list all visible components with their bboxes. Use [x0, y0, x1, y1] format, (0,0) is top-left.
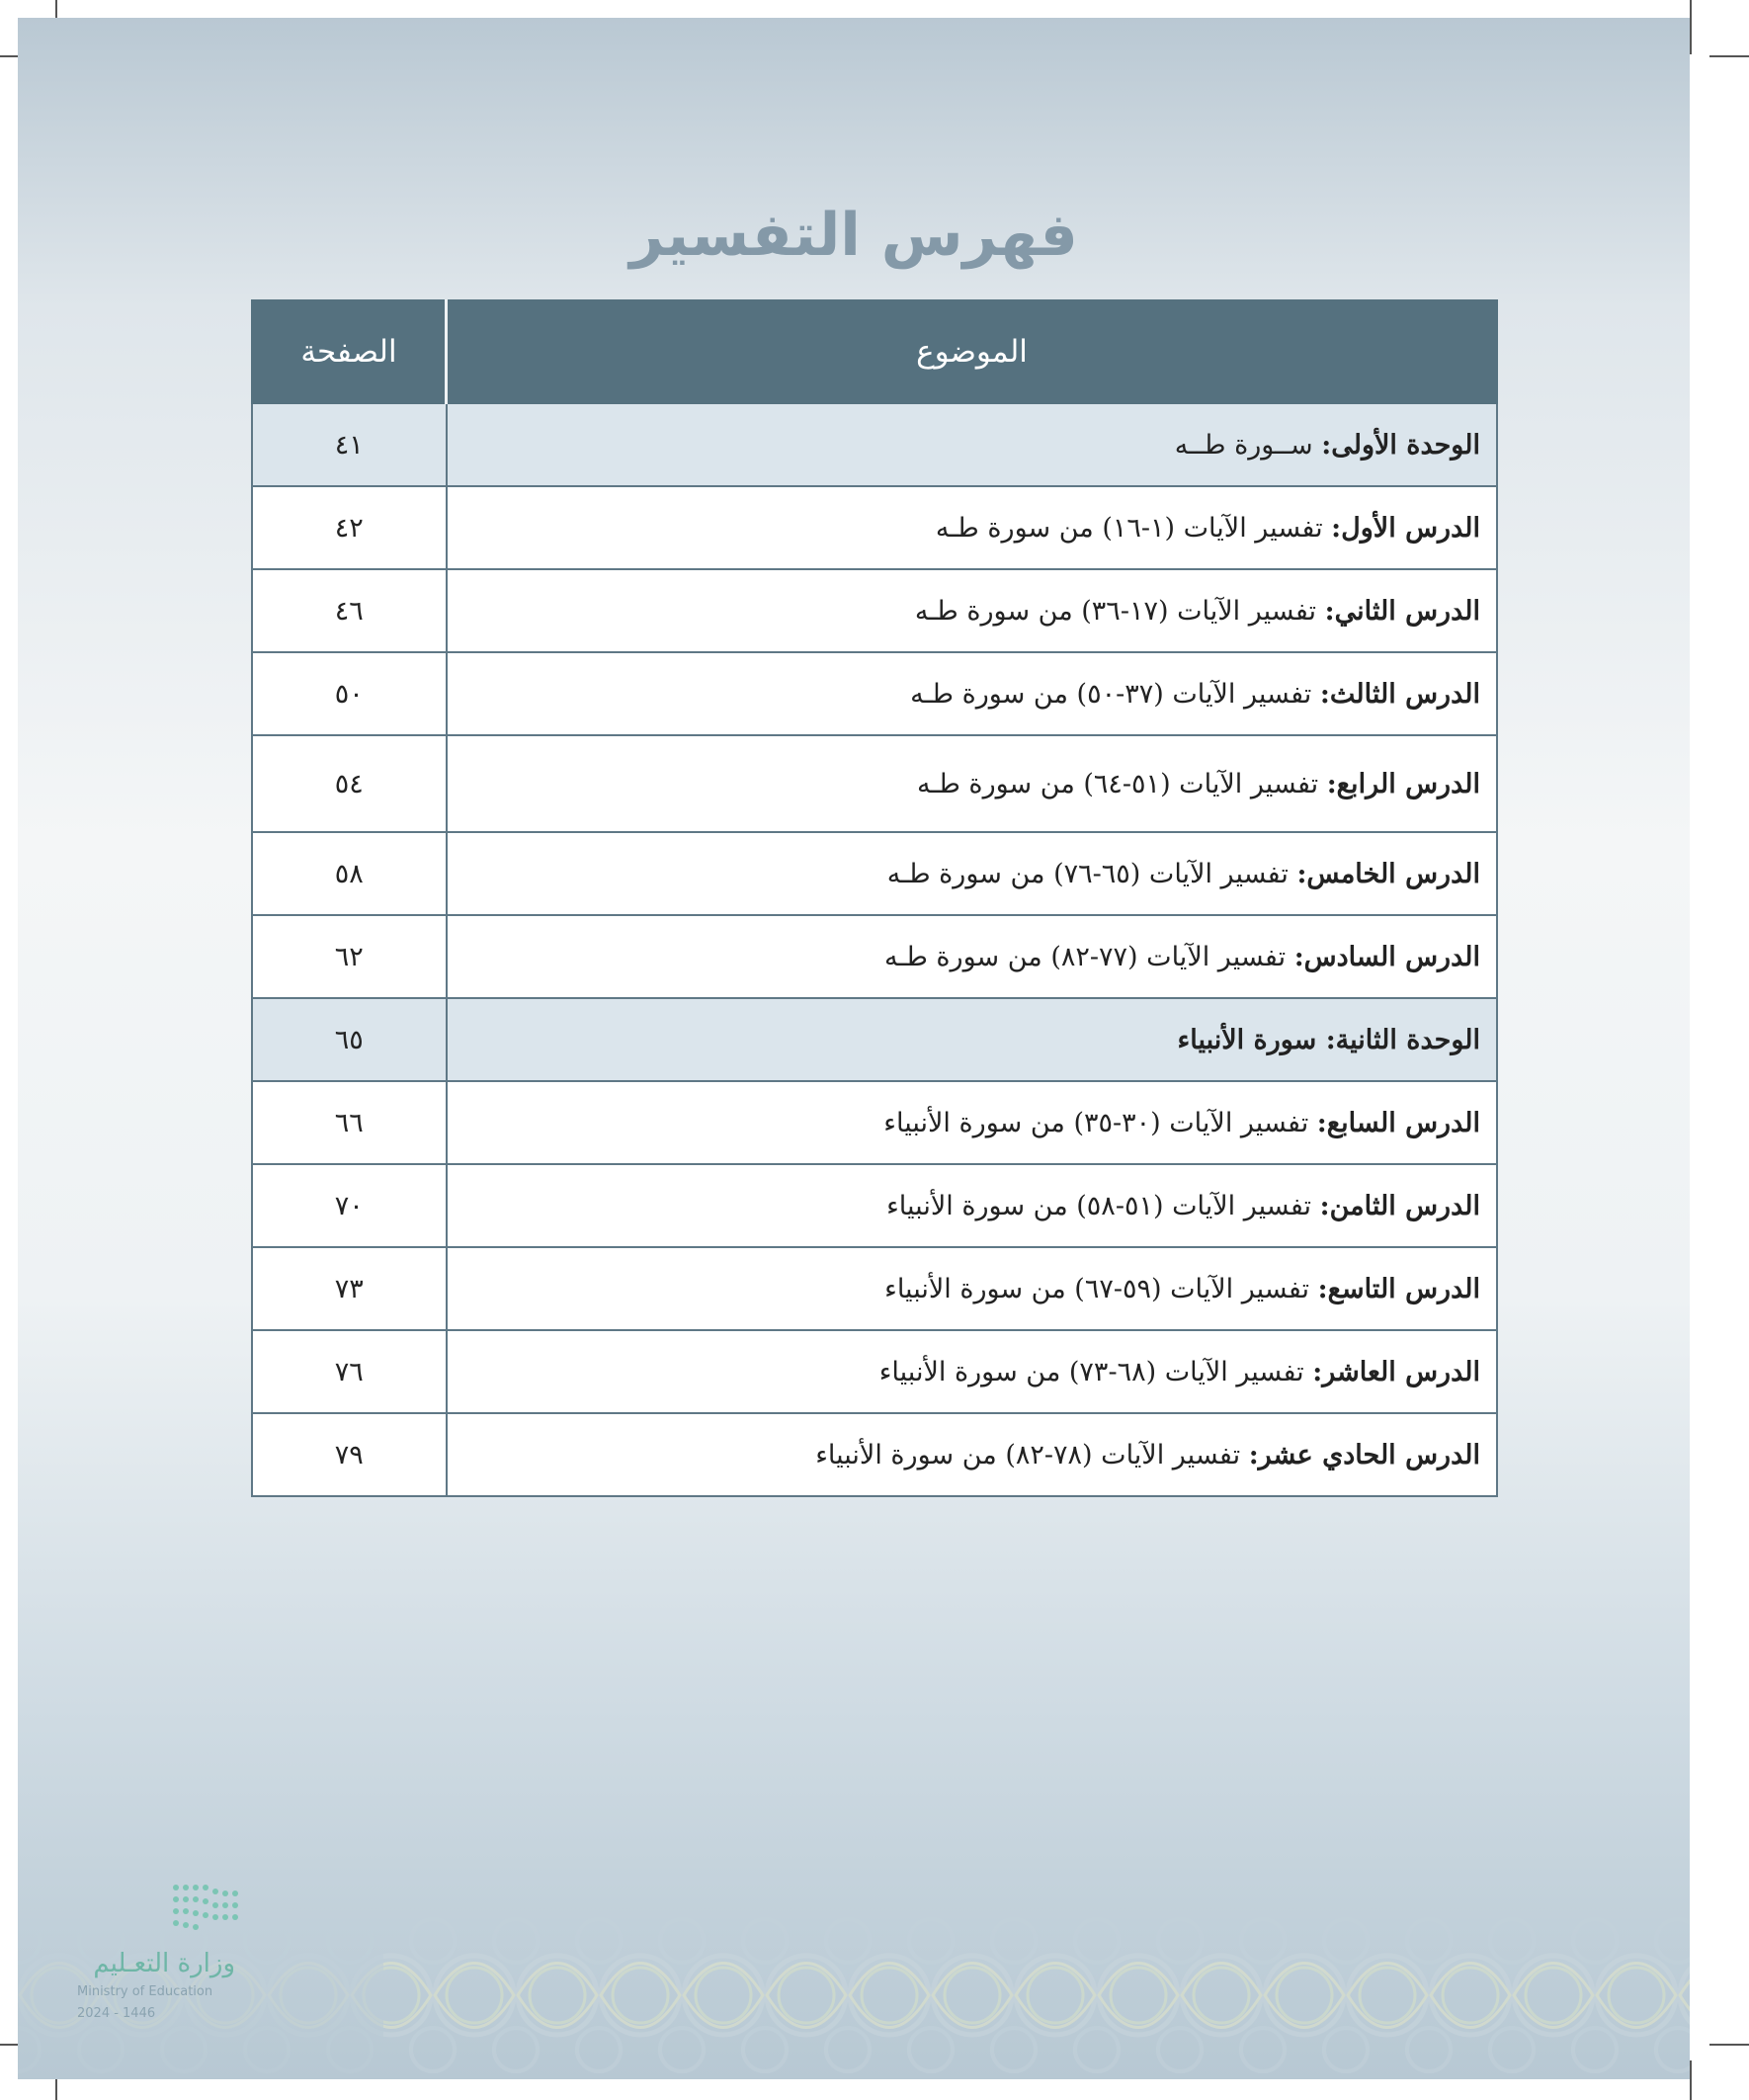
- lesson-row: [252, 652, 1497, 735]
- lesson-label: الدرس السابع:: [1316, 1107, 1480, 1138]
- topic-text: سورة الأنبياء: [1177, 1024, 1326, 1055]
- topic-cell: [447, 569, 1498, 652]
- topic-text: تفسير الآيات (١٧-٣٦) من سورة طـه: [914, 595, 1325, 627]
- logo-year: 2024 - 1446: [77, 2006, 156, 2021]
- topic-text: تفسير الآيات (١-١٦) من سورة طـه: [935, 512, 1332, 544]
- page-number-cell: ٥٨: [252, 832, 447, 915]
- topic-text: تفسير الآيات (٣٧-٥٠) من سورة طـه: [910, 678, 1320, 710]
- logo-english-name: Ministry of Education: [77, 1984, 213, 1999]
- unit-label: الوحدة الأولى:: [1321, 429, 1480, 461]
- logo-arabic-name: وزارة التعـليم: [93, 1949, 235, 1978]
- crop-mark: [1690, 2060, 1692, 2100]
- lesson-label: الدرس الثاني:: [1324, 595, 1480, 627]
- topic-cell: [447, 486, 1498, 569]
- lesson-row: [252, 1081, 1497, 1164]
- topic-text: ســورة طــه: [1174, 429, 1322, 461]
- page-number-cell: ٤١: [252, 403, 447, 486]
- lesson-row: [252, 915, 1497, 998]
- unit-row: [252, 403, 1497, 486]
- page-number-cell: ٦٥: [252, 998, 447, 1081]
- topic-cell: [447, 735, 1498, 832]
- topic-cell: [447, 403, 1498, 486]
- logo-dots-icon: [77, 1880, 245, 1939]
- lesson-label: الدرس السادس:: [1293, 941, 1480, 972]
- page-title: فهرس التفسير: [629, 201, 1078, 270]
- unit-label: الوحدة الثانية:: [1325, 1024, 1480, 1055]
- ministry-logo: [77, 1880, 275, 2038]
- page-number-cell: ٤٦: [252, 569, 447, 652]
- unit-row: [252, 998, 1497, 1081]
- topic-text: تفسير الآيات (٥٩-٦٧) من سورة الأنبياء: [884, 1273, 1318, 1304]
- lesson-label: الدرس الحادي عشر:: [1248, 1439, 1480, 1470]
- lesson-label: الدرس الثالث:: [1319, 678, 1480, 710]
- lesson-row: [252, 1164, 1497, 1247]
- crop-mark: [1709, 55, 1749, 57]
- topic-text: تفسير الآيات (٧٧-٨٢) من سورة طـه: [883, 941, 1294, 972]
- table-header-row: [252, 300, 1497, 403]
- topic-cell: [447, 652, 1498, 735]
- page-column-header: الصفحة: [252, 300, 447, 403]
- document-page: [18, 18, 1690, 2079]
- topic-cell: [447, 998, 1498, 1081]
- lesson-label: الدرس العاشر:: [1312, 1356, 1480, 1387]
- page-number-cell: ٧٦: [252, 1330, 447, 1413]
- lesson-row: [252, 569, 1497, 652]
- lesson-label: الدرس الخامس:: [1296, 858, 1480, 889]
- lesson-row: [252, 1247, 1497, 1330]
- topic-text: تفسير الآيات (٣٠-٣٥) من سورة الأنبياء: [883, 1107, 1317, 1138]
- lesson-row: [252, 1330, 1497, 1413]
- page-number-cell: ٤٢: [252, 486, 447, 569]
- lesson-row: [252, 486, 1497, 569]
- page-number-cell: ٥٤: [252, 735, 447, 832]
- topic-text: تفسير الآيات (٧٨-٨٢) من سورة الأنبياء: [815, 1439, 1249, 1470]
- topic-text: تفسير الآيات (٦٥-٧٦) من سورة طـه: [886, 858, 1297, 889]
- lesson-label: الدرس الثامن:: [1319, 1190, 1480, 1221]
- topic-cell: [447, 1330, 1498, 1413]
- page-number-cell: ٧٩: [252, 1413, 447, 1496]
- topic-cell: [447, 1081, 1498, 1164]
- topic-text: تفسير الآيات (٦٨-٧٣) من سورة الأنبياء: [878, 1356, 1313, 1387]
- topic-cell: [447, 1247, 1498, 1330]
- lesson-label: الدرس الرابع:: [1326, 768, 1480, 799]
- lesson-label: الدرس التاسع:: [1317, 1273, 1480, 1304]
- topic-cell: [447, 1413, 1498, 1496]
- lesson-label: الدرس الأول:: [1331, 512, 1480, 544]
- page-number-cell: ٦٦: [252, 1081, 447, 1164]
- lesson-row: [252, 832, 1497, 915]
- page-number-cell: ٧٣: [252, 1247, 447, 1330]
- lesson-row: [252, 735, 1497, 832]
- topic-column-header: الموضوع: [447, 300, 1498, 403]
- page-number-cell: ٧٠: [252, 1164, 447, 1247]
- page-number-cell: ٦٢: [252, 915, 447, 998]
- topic-text: تفسير الآيات (٥١-٦٤) من سورة طـه: [916, 768, 1327, 799]
- topic-cell: [447, 832, 1498, 915]
- topic-text: تفسير الآيات (٥١-٥٨) من سورة الأنبياء: [886, 1190, 1320, 1221]
- topic-cell: [447, 915, 1498, 998]
- contents-table: [251, 299, 1498, 1497]
- page-number-cell: ٥٠: [252, 652, 447, 735]
- lesson-row: [252, 1413, 1497, 1496]
- topic-cell: [447, 1164, 1498, 1247]
- crop-mark: [1709, 2044, 1749, 2046]
- crop-mark: [1690, 0, 1692, 54]
